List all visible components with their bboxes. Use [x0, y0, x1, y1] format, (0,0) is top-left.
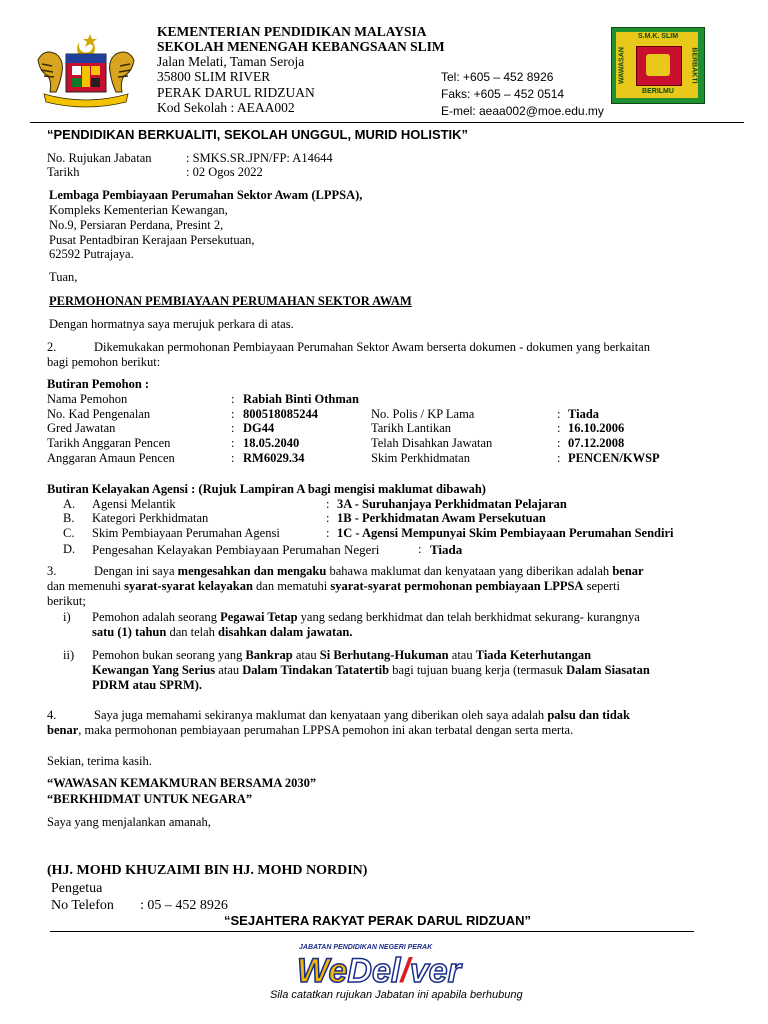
logo-del: Del — [347, 952, 401, 990]
item-i-line1 — [92, 610, 640, 625]
slogan-wawasan: “WAWASAN KEMAKMURAN BERSAMA 2030” — [47, 776, 317, 790]
recipient-line2: No.9, Persiaran Perdana, Presint 2, — [49, 218, 224, 232]
item-i-line2 — [92, 625, 352, 640]
applicant-value-appointment: 16.10.2006 — [568, 421, 625, 435]
para4-line2 — [47, 723, 573, 738]
colon: : — [326, 497, 330, 511]
school-name: SEKOLAH MENENGAH KEBANGSAAN SLIM — [157, 39, 445, 54]
agency-letter-c: C. — [63, 526, 75, 540]
para3-line2 — [47, 579, 620, 594]
item-i-bold1: Pegawai Tetap — [220, 610, 298, 624]
salutation: Tuan, — [49, 270, 78, 284]
signatory-phone-value: : 05 – 452 8926 — [140, 898, 228, 913]
recipient-line3: Pusat Pentadbiran Kerajaan Persekutuan, — [49, 233, 255, 247]
applicant-label-ic: No. Kad Pengenalan — [47, 407, 151, 421]
telephone: Tel: +605 – 452 8926 — [441, 70, 554, 84]
colon: : — [557, 421, 561, 435]
para3-text1: Dengan ini saya — [94, 564, 178, 578]
agency-value-d: Tiada — [430, 542, 463, 557]
item-i-text1: Pemohon adalah seorang — [92, 610, 221, 624]
email: E-mel: aeaa002@moe.edu.my — [441, 104, 604, 118]
colon: : — [231, 421, 235, 435]
intro-paragraph: Dengan hormatnya saya merujuk perkara di atas. — [49, 317, 294, 331]
recipient-line1: Kompleks Kementerian Kewangan, — [49, 203, 228, 217]
applicant-label-police: No. Polis / KP Lama — [371, 407, 475, 421]
subject — [49, 294, 412, 309]
agency-label-d: Pengesahan Kelayakan Pembiayaan Perumahan Negeri — [92, 542, 380, 557]
subject-text: PERMOHONAN PEMBIAYAAN PERUMAHAN SEKTOR AWAM — [49, 294, 412, 308]
school-logo-right-text: BERBAKTI — [690, 47, 698, 84]
slogan-berkhidmat: “BERKHIDMAT UNTUK NEGARA” — [47, 792, 253, 806]
item-ii-line3: PDRM atau SPRM). — [92, 678, 203, 692]
applicant-label-pension-date: Tarikh Anggaran Pencen — [47, 436, 171, 450]
para3-bold4: syarat-syarat permohonan pembiayaan LPPSA — [330, 579, 584, 593]
item-i-bold3: disahkan dalam jawatan. — [218, 625, 353, 639]
we-deliver-logo-top: JABATAN PENDIDIKAN NEGERI PERAK — [299, 944, 433, 951]
para4-text1: Saya juga memahami sekiranya maklumat dan kenyataan yang diberikan oleh saya adalah — [94, 708, 548, 722]
colon: : — [231, 392, 235, 406]
agency-letter-a: A. — [63, 497, 76, 511]
applicant-value-pension-amount: RM6029.34 — [243, 451, 305, 465]
para3-line1 — [94, 564, 644, 579]
para3-text5: seperti — [583, 579, 620, 593]
agency-label-b: Kategori Perkhidmatan — [92, 511, 209, 525]
para3-bold2: benar — [612, 564, 644, 578]
footer-slogan: “SEJAHTERA RAKYAT PERAK DARUL RIDZUAN” — [224, 913, 531, 928]
para4-text2: , maka permohonan pembiayaan perumahan LPPSA pemohon ini akan terbatal dengan serta merta. — [78, 723, 574, 737]
applicant-value-scheme: PENCEN/KWSP — [568, 451, 660, 465]
date-value: : 02 Ogos 2022 — [186, 165, 263, 179]
para3-bold3: syarat-syarat kelayakan — [124, 579, 253, 593]
applicant-value-police: Tiada — [568, 407, 600, 421]
agency-label-c: Skim Pembiayaan Perumahan Agensi — [92, 526, 280, 540]
colon: : — [557, 407, 561, 421]
item-ii-number: ii) — [63, 648, 75, 662]
reference-label: No. Rujukan Jabatan — [47, 151, 152, 165]
item-ii-bold4: Kewangan Yang Serius — [92, 663, 216, 677]
para3-line3: berikut; — [47, 594, 86, 608]
item-ii-bold1: Bankrap — [245, 648, 293, 662]
school-address-line2: 35800 SLIM RIVER — [157, 69, 271, 84]
item-ii-bold5: Dalam Tindakan Tatatertib — [242, 663, 390, 677]
school-motto: “PENDIDIKAN BERKUALITI, SEKOLAH UNGGUL, MURID HOLISTIK” — [47, 127, 469, 142]
agency-value-c: 1C - Agensi Mempunyai Skim Pembiayaan Perumahan Sendiri — [337, 526, 674, 540]
agency-letter-d: D. — [63, 542, 76, 556]
item-ii-text2: atau — [292, 648, 320, 662]
trust-line: Saya yang menjalankan amanah, — [47, 815, 211, 829]
para4-bold2: benar — [47, 723, 79, 737]
item-i-bold2: satu (1) tahun — [92, 625, 167, 639]
para2-line2: bagi pemohon berikut: — [47, 355, 161, 369]
item-ii-line1 — [92, 648, 591, 663]
applicant-label-name: Nama Pemohon — [47, 392, 128, 406]
item-ii-line2 — [92, 663, 650, 678]
applicant-value-grade: DG44 — [243, 421, 275, 435]
signatory-name: (HJ. MOHD KHUZAIMI BIN HJ. MOHD NORDIN) — [47, 863, 368, 878]
para3-text3: dan memenuhi — [47, 579, 125, 593]
ministry-name: KEMENTERIAN PENDIDIKAN MALAYSIA — [157, 24, 427, 39]
item-ii-text1: Pemohon bukan seorang yang — [92, 648, 246, 662]
school-logo — [611, 27, 705, 104]
para3-number: 3. — [47, 564, 57, 578]
item-ii-text3: atau — [448, 648, 476, 662]
recipient-line4: 62592 Putrajaya. — [49, 247, 134, 261]
footer-divider — [50, 931, 694, 932]
signatory-phone-label: No Telefon — [51, 898, 114, 913]
school-address-line3: PERAK DARUL RIDZUAN — [157, 85, 315, 100]
para2-number: 2. — [47, 340, 57, 354]
logo-ver: ver — [409, 952, 461, 990]
applicant-value-pension-date: 18.05.2040 — [243, 436, 300, 450]
para3-text2: bahawa maklumat dan kenyataan yang diberikan adalah — [326, 564, 613, 578]
closing: Sekian, terima kasih. — [47, 754, 152, 768]
item-i-text3: dan telah — [166, 625, 219, 639]
school-logo-bottom-text: BERILMU — [642, 88, 674, 95]
agency-value-b: 1B - Perkhidmatan Awam Persekutuan — [337, 511, 546, 525]
applicant-label-pension-amount: Anggaran Amaun Pencen — [47, 451, 175, 465]
colon: : — [231, 451, 235, 465]
colon: : — [418, 542, 422, 556]
colon: : — [326, 526, 330, 540]
agency-value-a: 3A - Suruhanjaya Perkhidmatan Pelajaran — [337, 497, 567, 511]
fax: Faks: +605 – 452 0514 — [441, 87, 565, 101]
colon: : — [231, 436, 235, 450]
applicant-value-name: Rabiah Binti Othman — [243, 392, 360, 406]
colon: : — [326, 511, 330, 525]
para4-bold1: palsu dan tidak — [547, 708, 630, 722]
logo-we: We — [297, 952, 348, 990]
applicant-value-ic: 800518085244 — [243, 407, 318, 421]
para4-number: 4. — [47, 708, 57, 722]
agency-label-a: Agensi Melantik — [92, 497, 176, 511]
para4-line1 — [94, 708, 630, 723]
para3-bold1: mengesahkan dan mengaku — [177, 564, 327, 578]
applicant-label-confirmed: Telah Disahkan Jawatan — [371, 436, 493, 450]
we-deliver-logo — [297, 952, 461, 990]
item-i-number: i) — [63, 610, 71, 624]
agency-letter-b: B. — [63, 511, 75, 525]
colon: : — [231, 407, 235, 421]
school-logo-left-text: WAWASAN — [618, 47, 626, 84]
applicant-heading: Butiran Pemohon : — [47, 377, 150, 391]
header-divider — [30, 122, 744, 123]
colon: : — [557, 436, 561, 450]
applicant-label-appointment: Tarikh Lantikan — [371, 421, 451, 435]
item-ii-text4: atau — [215, 663, 243, 677]
date-label: Tarikh — [47, 165, 80, 179]
reference-value: : SMKS.SR.JPN/FP: A14644 — [186, 151, 333, 165]
applicant-value-confirmed: 07.12.2008 — [568, 436, 625, 450]
item-ii-bold2: Si Berhutang-Hukuman — [319, 648, 449, 662]
colon: : — [557, 451, 561, 465]
para2-line1: Dikemukakan permohonan Pembiayaan Perumahan Sektor Awam berserta dokumen - dokumen yang berkaitan — [94, 340, 650, 354]
applicant-label-scheme: Skim Perkhidmatan — [371, 451, 470, 465]
item-i-text2: yang sedang berkhidmat dan telah berkhidmat sekurang- kurangnya — [297, 610, 640, 624]
item-ii-bold3: Tiada Keterhutangan — [475, 648, 592, 662]
recipient-name: Lembaga Pembiayaan Perumahan Sektor Awam (LPPSA), — [49, 188, 363, 202]
item-ii-text5: bagi tujuan buang kerja (termasuk — [389, 663, 567, 677]
footer-note: Sila catatkan rujukan Jabatan ini apabila berhubung — [270, 989, 523, 1001]
coat-of-arms-logo — [30, 30, 142, 108]
school-code: Kod Sekolah : AEAA002 — [157, 100, 295, 115]
agency-heading: Butiran Kelayakan Agensi : (Rujuk Lampiran A bagi mengisi maklumat dibawah) — [47, 482, 486, 496]
logo-slash-icon: / — [400, 952, 410, 990]
item-ii-bold6: Dalam Siasatan — [566, 663, 650, 677]
school-logo-top-text: S.M.K. SLIM — [637, 33, 679, 40]
applicant-label-grade: Gred Jawatan — [47, 421, 116, 435]
school-address-line1: Jalan Melati, Taman Seroja — [157, 54, 305, 69]
signatory-title: Pengetua — [51, 881, 103, 896]
para3-text4: dan mematuhi — [252, 579, 331, 593]
